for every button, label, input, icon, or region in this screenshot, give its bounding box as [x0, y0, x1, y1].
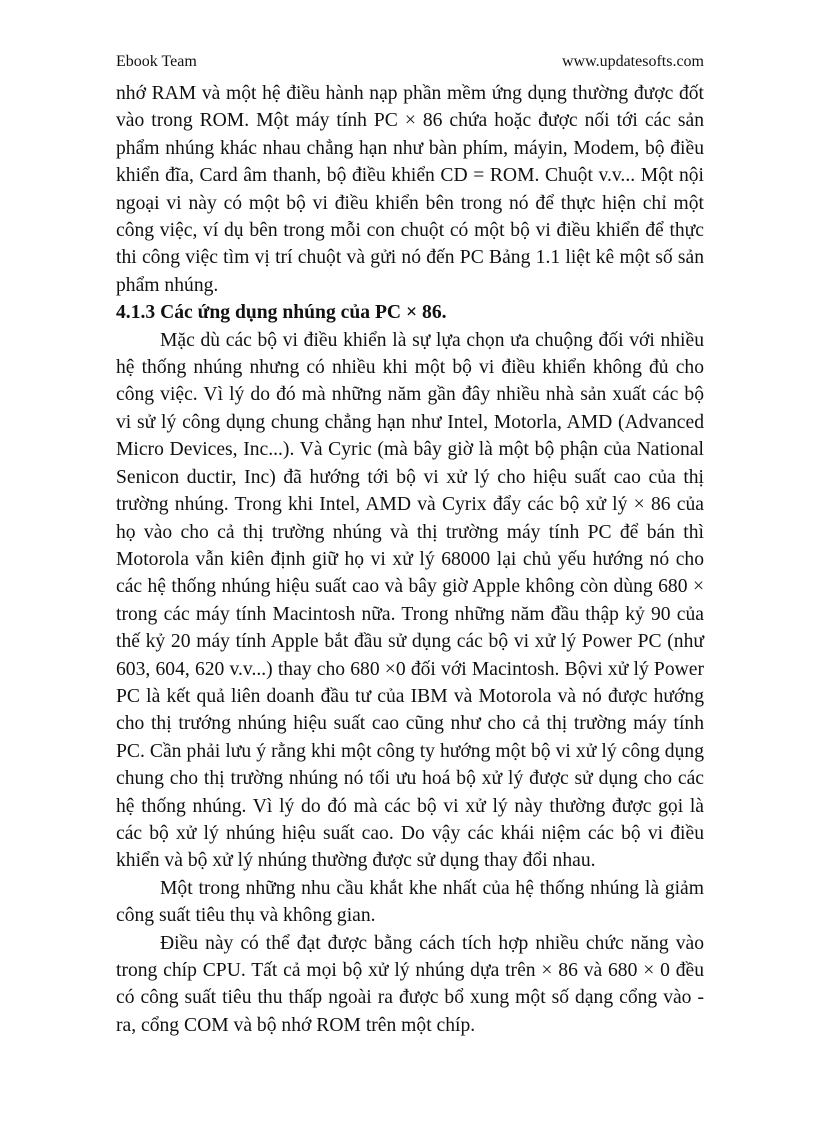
running-header [116, 52, 704, 80]
header-right-text: www.updatesofts.com [561, 53, 704, 70]
paragraph-3: Một trong những nhu cầu khắt khe nhất của hệ thống nhúng là giảm công suất tiêu thụ và không gian. [116, 877, 704, 927]
paragraph-1: nhớ RAM và một hệ điều hành nạp phần mềm ứng dụng thường được đốt vào trong ROM. Một máy tính PC × 86 chứa hoặc được nối tới các sản phẩm nhúng khác nhau chẳng hạn như bàn phím, máyin, Modem, bộ điều khiển đĩa, Card âm thanh, bộ điều khiển CD = ROM. Chuột v.v... Một nội ngoại vi này có một bộ vi điều khiển bên trong nó để thực hiện chỉ một công việc, ví dụ bên trong mỗi con chuột có một bộ vi điều khiển để thực thi công việc tìm vị trí chuột và gửi nó đến PC Bảng 1.1 liệt kê một số sản phẩm nhúng. [116, 83, 704, 296]
section-heading: 4.1.3 Các ứng dụng nhúng của PC × 86. [116, 302, 447, 324]
paragraph-2: Mặc dù các bộ vi điều khiển là sự lựa chọn ưa chuộng đối với nhiều hệ thống nhúng nhưng có nhiều khi một bộ vi điều khiển không đủ cho công việc. Vì lý do đó mà những năm gần đây nhiều nhà sản xuất các bộ vi sử lý công dụng chung chẳng hạn như Intel, Motorla, AMD (Advanced Micro Devices, Inc...). Và Cyric (mà bây giờ là một bộ phận của National Senicon ductir, Inc) đã hướng tới bộ vi xử lý cho hiệu suất cao của thị trường nhúng. Trong khi Intel, AMD và Cyrix đẩy các bộ xử lý × 86 của họ vào cho cả thị trường nhúng và thị trường máy tính PC để bán thì Motorola vẫn kiên định giữ họ vi xử lý 68000 lại chủ yếu hướng nó cho các hệ thống nhúng hiệu suất cao và bây giờ Apple không còn dùng 680 × trong các máy tính Macintosh nữa. Trong những năm đầu thập kỷ 90 của thế kỷ 20 máy tính Apple bắt đầu sử dụng các bộ vi xử lý Power PC (như 603, 604, 620 v.v...) thay cho 680 ×0 đối với Macintosh. Bộvi xử lý Power PC là kết quả liên doanh đầu tư của IBM và Motorola và nó được hướng cho thị trướng nhúng hiệu suất cao cũng như cho cả thị trường máy tính PC. Cần phải lưu ý rằng khi một công ty hướng một bộ vi xử lý công dụng chung cho thị trường nhúng nó tối ưu hoá bộ xử lý được sử dụng cho các hệ thống nhúng. Vì lý do đó mà các bộ vi xử lý này thường được gọi là các bộ xử lý nhúng hiệu suất cao. Do vậy các khái niệm các bộ vi điều khiển và bộ xử lý nhúng thường được sử dụng thay đổi nhau. [116, 329, 704, 872]
document-page [116, 52, 704, 1039]
paragraph-4: Điều này có thể đạt được bằng cách tích hợp nhiều chức năng vào trong chíp CPU. Tất cả mọi bộ xử lý nhúng dựa trên × 86 và 680 × 0 đều có công suất tiêu thu thấp ngoài ra được bổ xung một số dạng cổng vào - ra, cổng COM và bộ nhớ ROM trên một chíp. [116, 932, 704, 1036]
document-body [116, 80, 704, 1039]
header-left-text: Ebook Team [116, 53, 197, 70]
